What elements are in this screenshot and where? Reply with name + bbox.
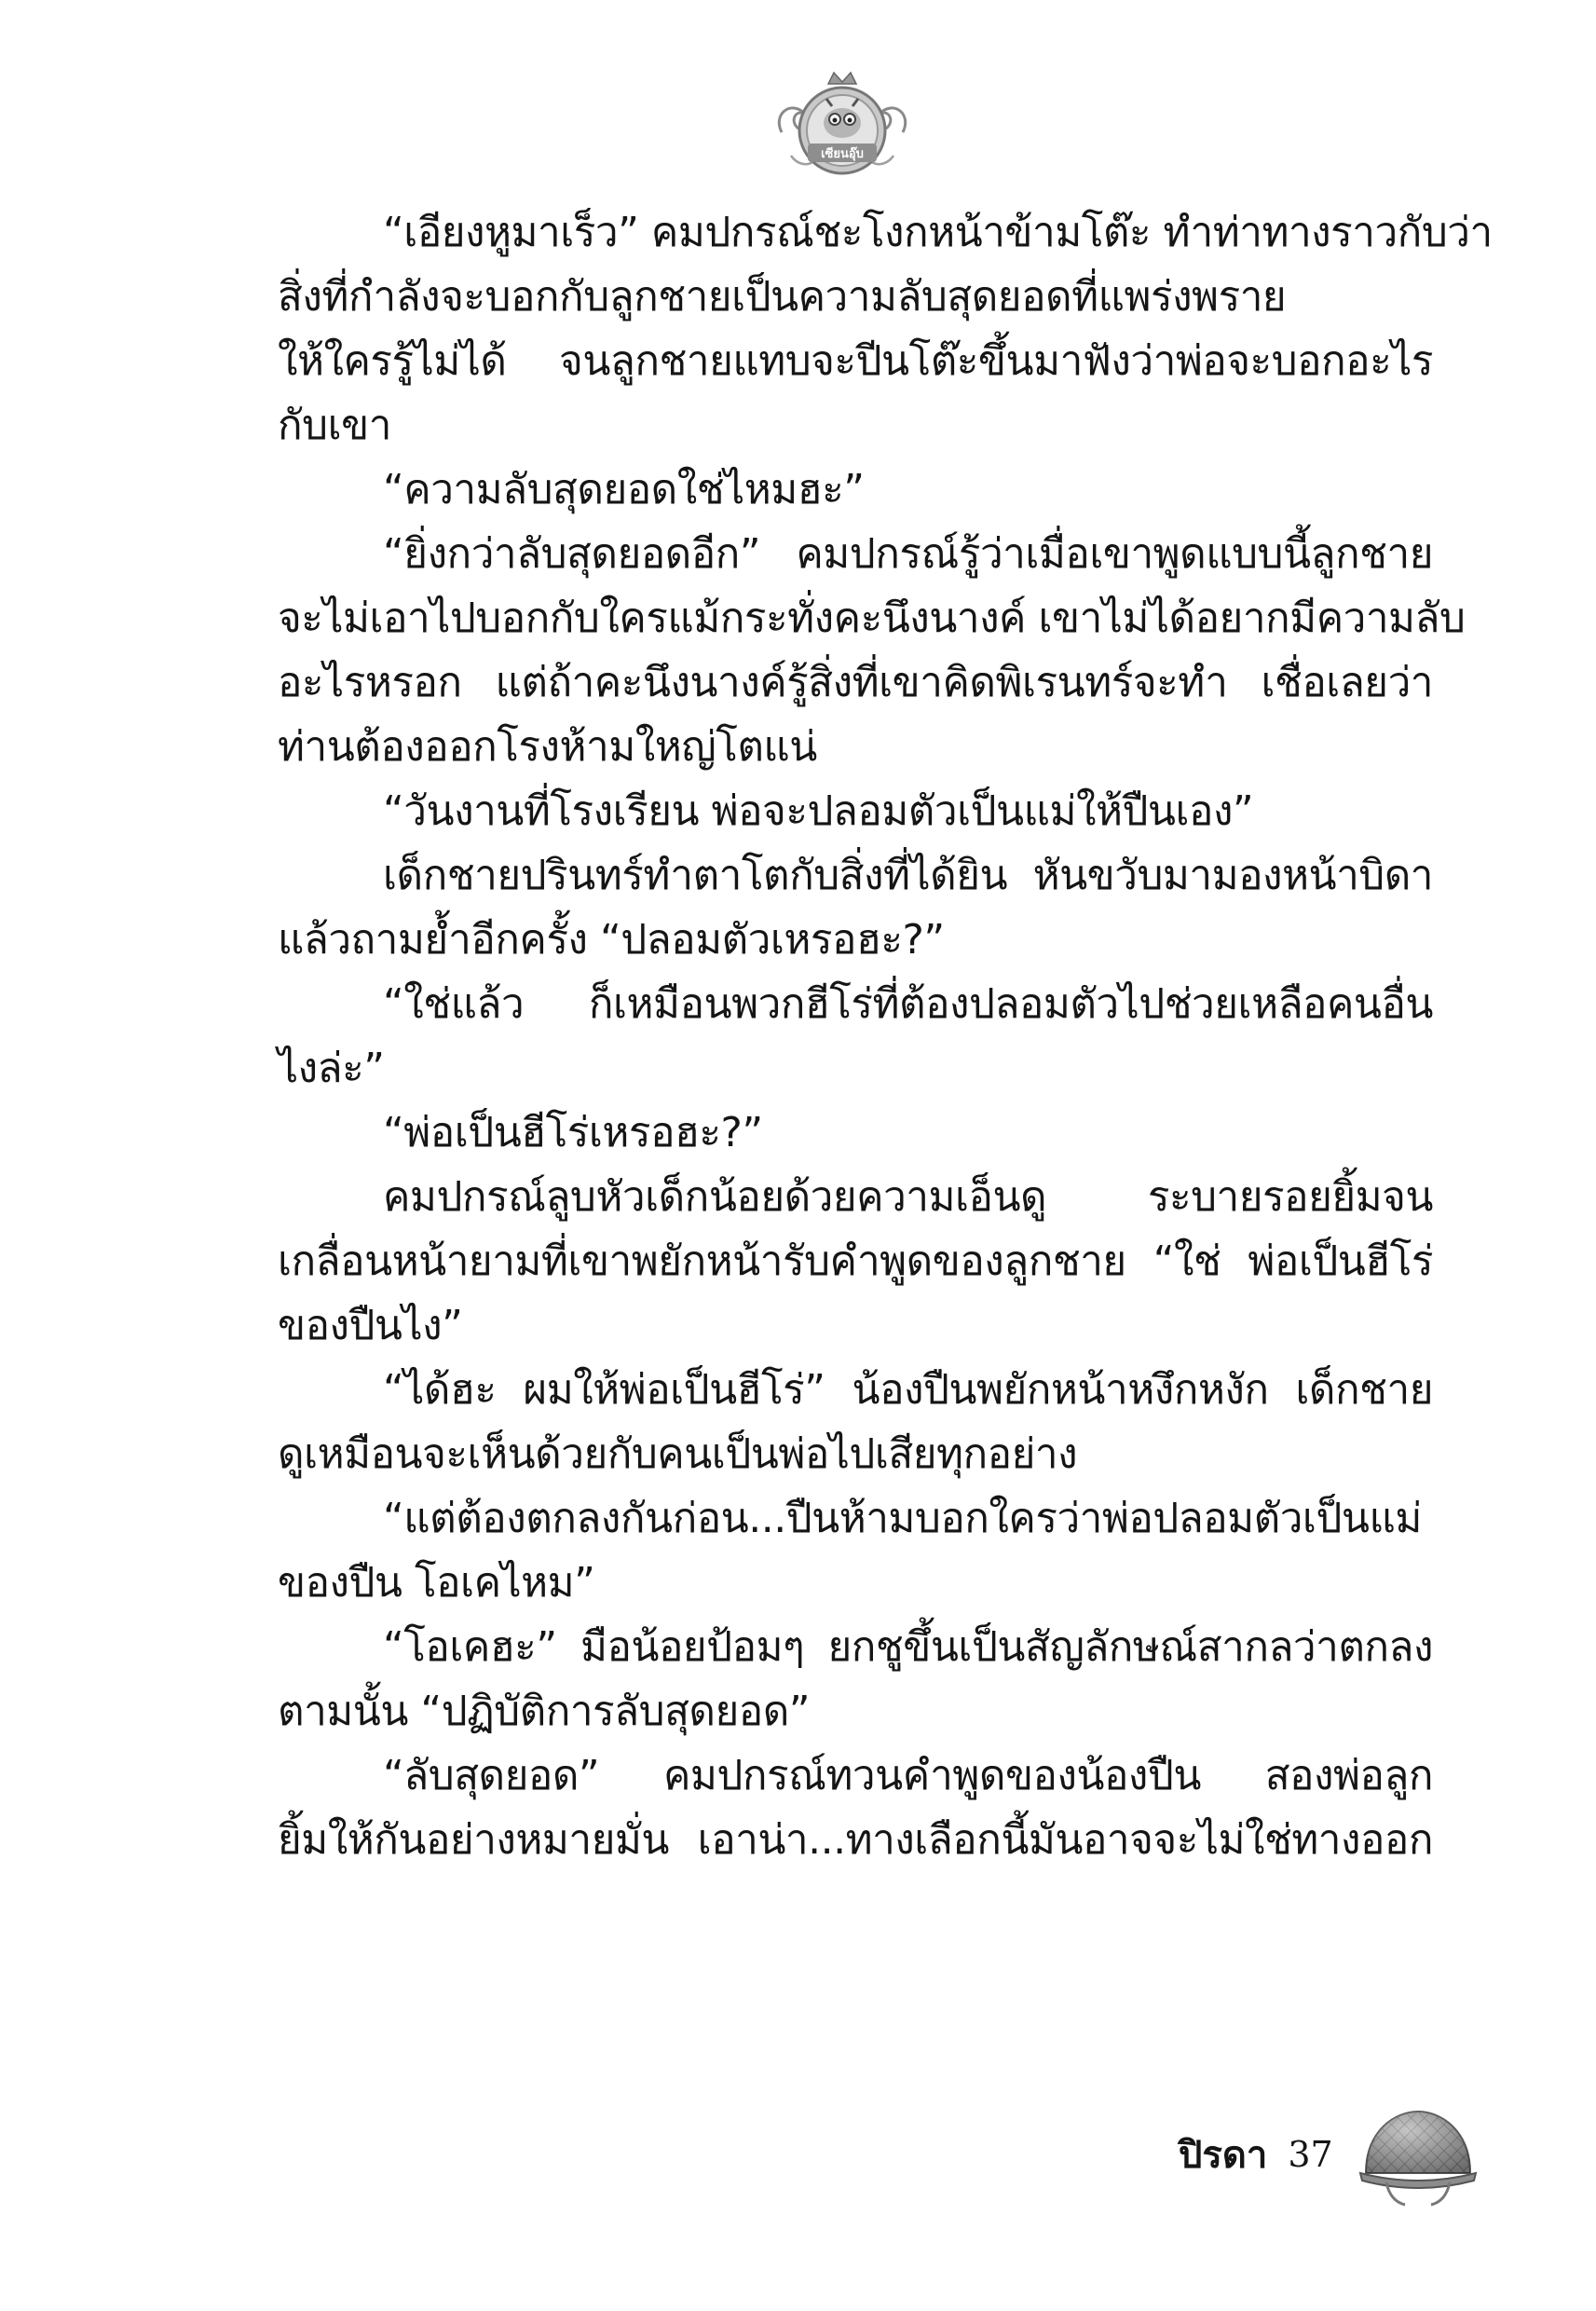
text-line: ให้ใครรู้ไม่ได้ จนลูกชายแทบจะปีนโต๊ะขึ้นมาฟังว่าพ่อจะบอกอะไร bbox=[278, 337, 1433, 385]
text-line: ยิ้มให้กันอย่างหมายมั่น เอาน่า...ทางเลือกนี้มันอาจจะไม่ใช่ทางออก bbox=[278, 1816, 1433, 1864]
logo-text: เซียนอุ๊บ bbox=[821, 147, 864, 161]
text-line: ไงล่ะ” bbox=[278, 1045, 385, 1092]
text-line: “ความลับสุดยอดใช่ไหมฮะ” bbox=[383, 466, 865, 513]
text-line: “เอียงหูมาเร็ว” คมปกรณ์ชะโงกหน้าข้ามโต๊ะ ทำท่าทางราวกับว่า bbox=[383, 209, 1493, 256]
text-line: เด็กชายปรินทร์ทำตาโตกับสิ่งที่ได้ยิน หันขวับมามองหน้าบิดา bbox=[383, 852, 1433, 899]
text-line: ของปืน โอเคไหม” bbox=[278, 1559, 595, 1607]
body-text bbox=[278, 200, 1493, 1872]
text-line: “แต่ต้องตกลงกันก่อน...ปืนห้ามบอกใครว่าพ่อปลอมตัวเป็นแม่ bbox=[383, 1495, 1422, 1542]
text-line: กับเขา bbox=[278, 402, 391, 449]
page-footer bbox=[1179, 2125, 1333, 2184]
text-line: เกลื่อนหน้ายามที่เขาพยักหน้ารับคำพูดของลูกชาย “ใช่ พ่อเป็นฮีโร่ bbox=[278, 1238, 1433, 1285]
text-line: “ได้ฮะ ผมให้พ่อเป็นฮีโร่” น้องปืนพยักหน้าหงึกหงัก เด็กชาย bbox=[383, 1366, 1433, 1414]
footer-author-title: ปิรดา bbox=[1179, 2134, 1268, 2177]
text-line: ดูเหมือนจะเห็นด้วยกับคนเป็นพ่อไปเสียทุกอย่าง bbox=[278, 1430, 1078, 1478]
text-line: “ยิ่งกว่าลับสุดยอดอีก” คมปกรณ์รู้ว่าเมื่อเขาพูดแบบนี้ลูกชาย bbox=[383, 530, 1433, 578]
text-line: ตามนั้น “ปฏิบัติการลับสุดยอด” bbox=[278, 1688, 811, 1735]
text-line: สิ่งที่กำลังจะบอกกับลูกชายเป็นความลับสุดยอดที่แพร่งพราย bbox=[278, 273, 1287, 321]
text-line: “วันงานที่โรงเรียน พ่อจะปลอมตัวเป็นแม่ให้ปืนเอง” bbox=[383, 787, 1254, 835]
text-line: คมปกรณ์ลูบหัวเด็กน้อยด้วยความเอ็นดู ระบายรอยยิ้มจน bbox=[383, 1173, 1433, 1221]
text-line: ของปืนไง” bbox=[278, 1302, 463, 1349]
text-line: “ใช่แล้ว ก็เหมือนพวกฮีโร่ที่ต้องปลอมตัวไปช่วยเหลือคนอื่น bbox=[383, 980, 1433, 1028]
text-line: “โอเคฮะ” มือน้อยป้อมๆ ยกชูขึ้นเป็นสัญลักษณ์สากลว่าตกลง bbox=[383, 1623, 1433, 1671]
text-line: ท่านต้องออกโรงห้ามใหญ่โตแน่ bbox=[278, 723, 817, 771]
text-line: อะไรหรอก แต่ถ้าคะนึงนางค์รู้สิ่งที่เขาคิดพิเรนทร์จะทำ เชื่อเลยว่า bbox=[278, 659, 1433, 706]
text-line: “พ่อเป็นฮีโร่เหรอฮะ?” bbox=[383, 1109, 763, 1156]
army-helmet-icon bbox=[1358, 2104, 1478, 2208]
header-crest-logo-icon bbox=[772, 67, 912, 188]
page-number: 37 bbox=[1288, 2134, 1333, 2175]
text-line: แล้วถามย้ำอีกครั้ง “ปลอมตัวเหรอฮะ?” bbox=[278, 916, 945, 964]
text-line: จะไม่เอาไปบอกกับใครแม้กระทั่งคะนึงนางค์ เขาไม่ได้อยากมีความลับ bbox=[278, 595, 1466, 642]
text-line: “ลับสุดยอด” คมปกรณ์ทวนคำพูดของน้องปืน สองพ่อลูก bbox=[383, 1752, 1433, 1799]
